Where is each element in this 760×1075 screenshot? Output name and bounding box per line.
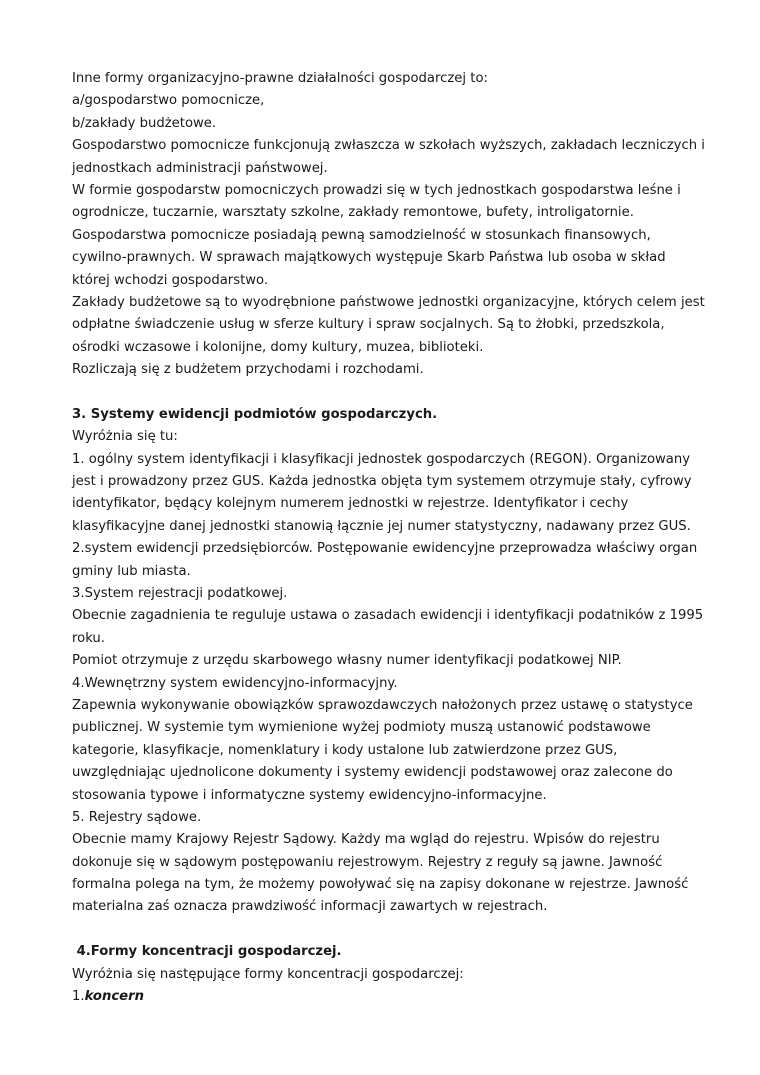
text-line: 2.system ewidencji przedsiębiorców. Postępowanie ewidencyjne przeprowadza właściwy organ <box>72 541 698 557</box>
document-page <box>72 68 712 1008</box>
text-line: dokonuje się w sądowym postępowaniu rejestrowym. Rejestry z reguły są jawne. Jawność <box>72 854 663 870</box>
text-line: jednostkach administracji państwowej. <box>72 160 328 176</box>
text-line: ogrodnicze, tuczarnie, warsztaty szkolne, zakłady remontowe, bufety, introligatornie. <box>72 205 634 221</box>
text-line: Wyróżnia się tu: <box>72 429 178 445</box>
text-line: Rozliczają się z budżetem przychodami i rozchodami. <box>72 362 424 378</box>
text-line: Zapewnia wykonywanie obowiązków sprawozdawczych nałożonych przez ustawę o statystyce <box>72 697 693 713</box>
text-line: 5. Rejestry sądowe. <box>72 809 202 825</box>
text-line: Inne formy organizacyjno-prawne działalności gospodarczej to: <box>72 71 488 86</box>
text-line: cywilno-prawnych. W sprawach majątkowych występuje Skarb Państwa lub osoba w skład <box>72 250 666 266</box>
intro-section <box>72 68 712 381</box>
text-line: publicznej. W systemie tym wymienione wyżej podmioty muszą ustanowić podstawowe <box>72 720 651 736</box>
text-line: gminy lub miasta. <box>72 563 191 579</box>
text-line: Gospodarstwo pomocnicze funkcjonują zwłaszcza w szkołach wyższych, zakładach leczniczych i <box>72 138 705 154</box>
text-line: W formie gospodarstw pomocniczych prowadzi się w tych jednostkach gospodarstwa leśne i <box>72 182 681 198</box>
text-line: materialna zaś oznacza prawdziwość informacji zawartych w rejestrach. <box>72 899 548 915</box>
list-item-label: koncern <box>84 989 144 1005</box>
text-line: Zakłady budżetowe są to wyodrębnione państwowe jednostki organizacyjne, których celem jest <box>72 294 705 310</box>
section4-body <box>72 964 712 986</box>
text-line: jest i prowadzony przez GUS. Każda jednostka objęta tym systemem otrzymuje stały, cyfrowy <box>72 474 692 490</box>
text-line: formalna polega na tym, że możemy powoływać się na zapisy dokonane w rejestrze. Jawność <box>72 877 689 893</box>
text-line: Gospodarstwa pomocnicze posiadają pewną samodzielność w stosunkach finansowych, <box>72 227 651 243</box>
list-item-number: 1. <box>72 989 85 1005</box>
text-line: b/zakłady budżetowe. <box>72 115 217 131</box>
text-line: uwzględniając ujednolicone dokumenty i systemy ewidencji podstawowej oraz zalecone do <box>72 765 673 781</box>
list-item-koncern <box>72 986 712 1008</box>
text-line: identyfikator, będący kolejnym numerem jednostki w rejestrze. Identyfikator i cechy <box>72 496 629 512</box>
text-line: odpłatne świadczenie usług w sferze kultury i spraw socjalnych. Są to żłobki, przedszkola, <box>72 317 665 333</box>
section3-body <box>72 426 712 919</box>
text-line: Pomiot otrzymuje z urzędu skarbowego własny numer identyfikacji podatkowej NIP. <box>72 653 622 669</box>
text-line: 4.Wewnętrzny system ewidencyjno-informacyjny. <box>72 675 398 691</box>
blank-line <box>72 919 712 941</box>
blank-line <box>72 381 712 403</box>
text-line: Obecnie mamy Krajowy Rejestr Sądowy. Każdy ma wgląd do rejestru. Wpisów do rejestru <box>72 832 660 848</box>
text-line: ośrodki wczasowe i kolonijne, domy kultury, muzea, biblioteki. <box>72 339 484 355</box>
text-line: 3.System rejestracji podatkowej. <box>72 585 288 601</box>
text-line: kategorie, klasyfikacje, nomenklatury i kody ustalone lub zatwierdzone przez GUS, <box>72 742 618 758</box>
section3-heading: 3. Systemy ewidencji podmiotów gospodarczych. <box>72 406 438 422</box>
text-line: 1. ogólny system identyfikacji i klasyfikacji jednostek gospodarczych (REGON). Organizowany <box>72 451 691 467</box>
section4-heading: 4.Formy koncentracji gospodarczej. <box>72 944 342 960</box>
text-line: a/gospodarstwo pomocnicze, <box>72 93 265 109</box>
text-line: Wyróżnia się następujące formy koncentracji gospodarczej: <box>72 966 464 982</box>
text-line: klasyfikacyjne danej jednostki stanowią łącznie jej numer statystyczny, nadawany przez GUS. <box>72 518 691 534</box>
text-line: Obecnie zagadnienia te reguluje ustawa o zasadach ewidencji i identyfikacji podatników z 1995 <box>72 608 704 624</box>
text-line: stosowania typowe i informatyczne systemy ewidencyjno-informacyjne. <box>72 787 547 803</box>
text-line: której wchodzi gospodarstwo. <box>72 272 269 288</box>
text-line: roku. <box>72 630 105 646</box>
